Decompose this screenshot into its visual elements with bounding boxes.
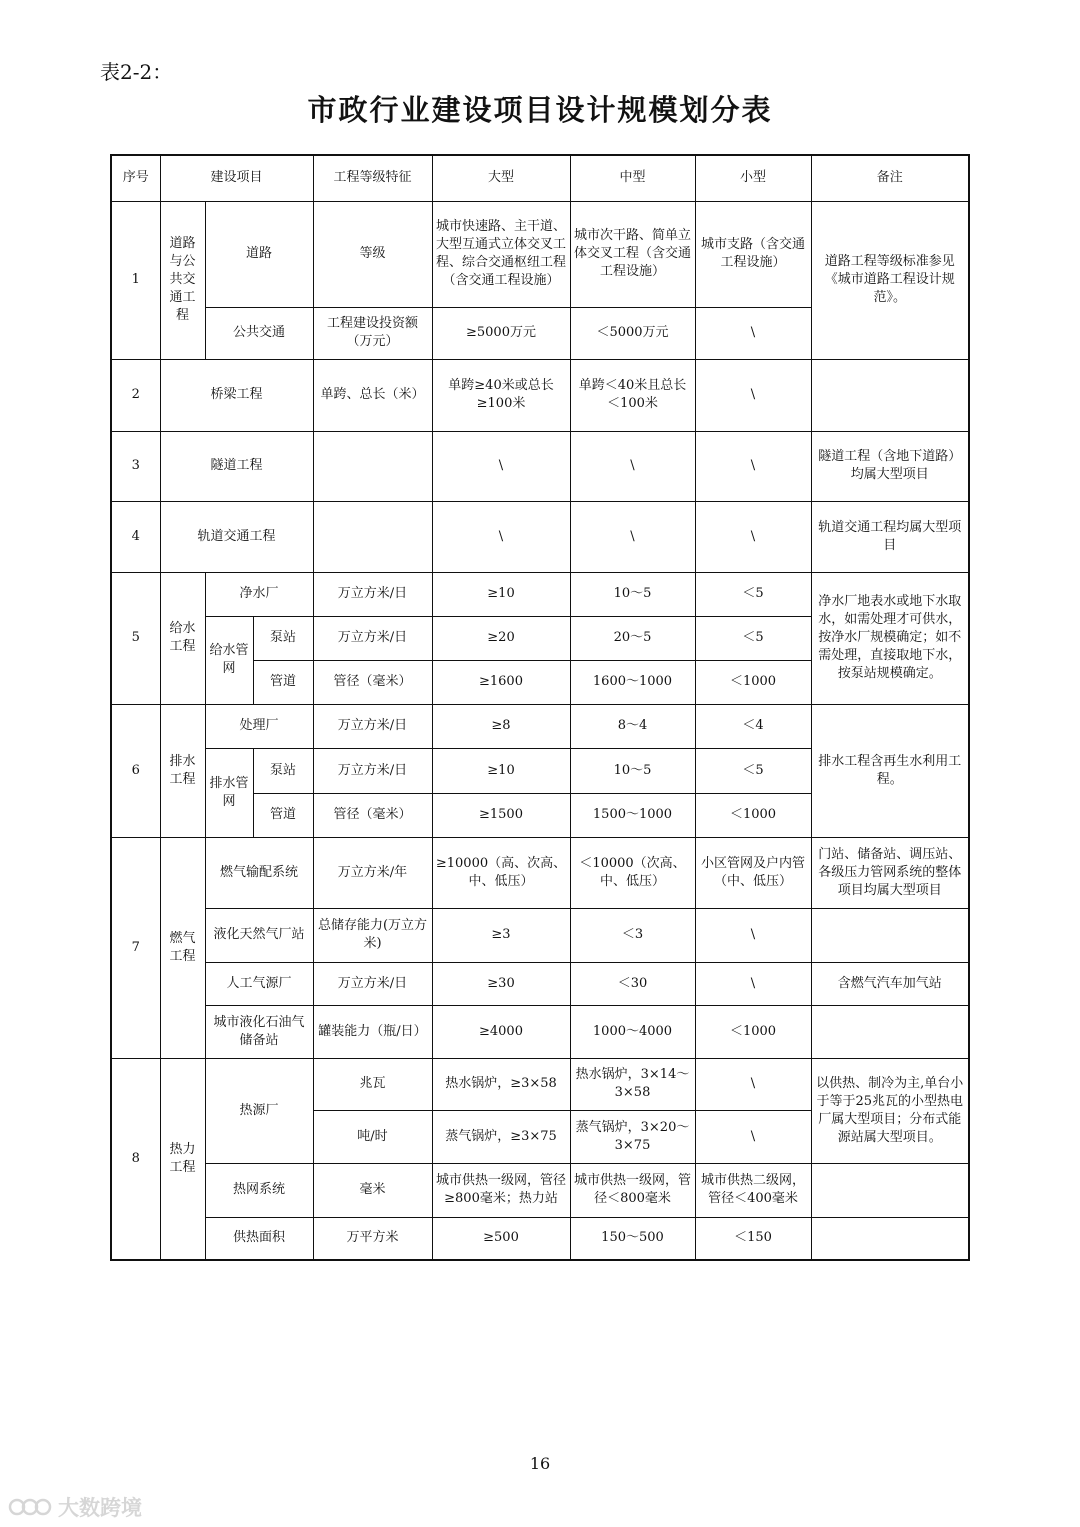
large-cell: 城市供热一级网，管径≥800毫米；热力站 (432, 1163, 570, 1217)
medium-cell: 城市次干路、简单立体交叉工程（含交通工程设施） (570, 201, 695, 307)
note-cell (811, 1163, 969, 1217)
large-cell: ≥10000（高、次高、中、低压） (432, 837, 570, 908)
small-cell: ＜5 (695, 616, 811, 660)
large-cell: ≥10 (432, 572, 570, 616)
feature-cell: 万平方米 (313, 1217, 432, 1260)
feature-cell (313, 431, 432, 501)
table-row (111, 908, 969, 962)
small-cell: 城市支路（含交通工程设施） (695, 201, 811, 307)
seq-cell: 6 (111, 704, 160, 837)
medium-cell: ＜10000（次高、中、低压） (570, 837, 695, 908)
category-cell: 热力工程 (160, 1058, 205, 1260)
medium-cell: \ (570, 431, 695, 501)
header-note: 备注 (811, 155, 969, 201)
note-cell: 道路工程等级标准参见《城市道路工程设计规范》。 (811, 201, 969, 359)
category-cell: 排水工程 (160, 704, 205, 837)
medium-cell: 1600～1000 (570, 660, 695, 704)
medium-cell: 城市供热一级网，管径＜800毫米 (570, 1163, 695, 1217)
small-cell: ＜5 (695, 748, 811, 793)
small-cell: \ (695, 359, 811, 431)
project-name-cell: 公共交通 (205, 307, 313, 359)
project-name-cell: 液化天然气厂站 (205, 908, 313, 962)
feature-cell: 吨/时 (313, 1110, 432, 1163)
category-cell: 道路与公共交通工程 (160, 201, 205, 359)
note-cell: 以供热、制冷为主,单台小于等于25兆瓦的小型热电厂属大型项目；分布式能源站属大型项目。 (811, 1058, 969, 1163)
medium-cell: 10～5 (570, 572, 695, 616)
feature-cell: 罐装能力（瓶/日） (313, 1005, 432, 1058)
feature-cell: 万立方米/日 (313, 616, 432, 660)
project-name-cell: 人工气源厂 (205, 962, 313, 1005)
large-cell: ≥1500 (432, 793, 570, 837)
large-cell: ≥30 (432, 962, 570, 1005)
medium-cell: 150～500 (570, 1217, 695, 1260)
seq-cell: 2 (111, 359, 160, 431)
note-cell (811, 359, 969, 431)
table-row (111, 1005, 969, 1058)
small-cell: 城市供热二级网，管径＜400毫米 (695, 1163, 811, 1217)
header-feature: 工程等级特征 (313, 155, 432, 201)
page-number: 16 (529, 1454, 551, 1473)
small-cell: \ (695, 962, 811, 1005)
header-large: 大型 (432, 155, 570, 201)
medium-cell: 20～5 (570, 616, 695, 660)
small-cell: 小区管网及户内管（中、低压） (695, 837, 811, 908)
watermark (8, 1492, 142, 1522)
note-cell: 净水厂地表水或地下水取水，如需处理才可供水，按净水厂规模确定；如不需处理，直接取地下水，按泵站规模确定。 (811, 572, 969, 704)
project-name-cell: 泵站 (253, 616, 313, 660)
feature-cell: 毫米 (313, 1163, 432, 1217)
scale-classification-table (110, 154, 970, 1261)
medium-cell: 1500～1000 (570, 793, 695, 837)
small-cell: \ (695, 307, 811, 359)
table-row (111, 359, 969, 431)
project-name-cell: 热源厂 (205, 1058, 313, 1163)
document-title: 市政行业建设项目设计规模划分表 (307, 93, 773, 127)
large-cell: 单跨≥40米或总长≥100米 (432, 359, 570, 431)
table-row (111, 1058, 969, 1110)
small-cell: ＜4 (695, 704, 811, 748)
table-row (111, 572, 969, 616)
seq-cell: 4 (111, 501, 160, 572)
medium-cell: \ (570, 501, 695, 572)
medium-cell: 10～5 (570, 748, 695, 793)
table-row (111, 1217, 969, 1260)
small-cell: \ (695, 431, 811, 501)
small-cell: \ (695, 501, 811, 572)
seq-cell: 5 (111, 572, 160, 704)
feature-cell: 万立方米/日 (313, 962, 432, 1005)
feature-cell: 单跨、总长（米） (313, 359, 432, 431)
note-cell (811, 1005, 969, 1058)
feature-cell: 万立方米/日 (313, 748, 432, 793)
category-cell: 燃气工程 (160, 837, 205, 1058)
note-cell: 含燃气汽车加气站 (811, 962, 969, 1005)
medium-cell: ＜30 (570, 962, 695, 1005)
project-name-cell: 处理厂 (205, 704, 313, 748)
large-cell: ≥3 (432, 908, 570, 962)
header-small: 小型 (695, 155, 811, 201)
feature-cell: 管径（毫米） (313, 660, 432, 704)
project-name-cell: 隧道工程 (160, 431, 313, 501)
table-row (111, 704, 969, 748)
large-cell: ≥500 (432, 1217, 570, 1260)
project-name-cell: 供热面积 (205, 1217, 313, 1260)
project-name-cell: 轨道交通工程 (160, 501, 313, 572)
watermark-text: 大数跨境 (58, 1496, 142, 1520)
note-cell (811, 1217, 969, 1260)
large-cell: 城市快速路、主干道、大型互通式立体交叉工程、综合交通枢纽工程（含交通工程设施） (432, 201, 570, 307)
header-medium: 中型 (570, 155, 695, 201)
medium-cell: ＜3 (570, 908, 695, 962)
feature-cell: 万立方米/年 (313, 837, 432, 908)
table-row (111, 837, 969, 908)
project-name-cell: 桥梁工程 (160, 359, 313, 431)
small-cell: \ (695, 1110, 811, 1163)
feature-cell: 总储存能力(万立方米) (313, 908, 432, 962)
small-cell: \ (695, 1058, 811, 1110)
feature-cell (313, 501, 432, 572)
table-row (111, 1163, 969, 1217)
project-name-cell: 管道 (253, 793, 313, 837)
medium-cell: 1000～4000 (570, 1005, 695, 1058)
feature-cell: 兆瓦 (313, 1058, 432, 1110)
medium-cell: 8～4 (570, 704, 695, 748)
project-name-cell: 热网系统 (205, 1163, 313, 1217)
sub-network-cell: 排水管网 (205, 748, 253, 837)
feature-cell: 万立方米/日 (313, 572, 432, 616)
medium-cell: 蒸气锅炉，3×20～3×75 (570, 1110, 695, 1163)
large-cell: 热水锅炉，≥3×58 (432, 1058, 570, 1110)
small-cell: ＜1000 (695, 793, 811, 837)
feature-cell: 管径（毫米） (313, 793, 432, 837)
small-cell: ＜5 (695, 572, 811, 616)
note-cell: 隧道工程（含地下道路）均属大型项目 (811, 431, 969, 501)
medium-cell: 热水锅炉，3×14～3×58 (570, 1058, 695, 1110)
seq-cell: 1 (111, 201, 160, 359)
category-cell: 给水工程 (160, 572, 205, 704)
sub-network-cell: 给水管网 (205, 616, 253, 704)
seq-cell: 8 (111, 1058, 160, 1260)
table-row (111, 501, 969, 572)
header-project: 建设项目 (160, 155, 313, 201)
table-row (111, 431, 969, 501)
small-cell: \ (695, 908, 811, 962)
medium-cell: 单跨＜40米且总长＜100米 (570, 359, 695, 431)
note-cell: 排水工程含再生水利用工程。 (811, 704, 969, 837)
large-cell: ≥4000 (432, 1005, 570, 1058)
seq-cell: 3 (111, 431, 160, 501)
table-row (111, 962, 969, 1005)
small-cell: ＜1000 (695, 1005, 811, 1058)
feature-cell: 工程建设投资额（万元） (313, 307, 432, 359)
project-name-cell: 城市液化石油气储备站 (205, 1005, 313, 1058)
table-header-row (111, 155, 969, 201)
note-cell: 门站、储备站、调压站、各级压力管网系统的整体项目均属大型项目 (811, 837, 969, 908)
project-name-cell: 净水厂 (205, 572, 313, 616)
project-name-cell: 泵站 (253, 748, 313, 793)
project-name-cell: 管道 (253, 660, 313, 704)
note-cell (811, 908, 969, 962)
large-cell: ≥8 (432, 704, 570, 748)
watermark-logo-icon (8, 1496, 52, 1518)
project-name-cell: 燃气输配系统 (205, 837, 313, 908)
header-seq: 序号 (111, 155, 160, 201)
seq-cell: 7 (111, 837, 160, 1058)
feature-cell: 万立方米/日 (313, 704, 432, 748)
table-label: 表2-2： (100, 60, 173, 84)
small-cell: ＜1000 (695, 660, 811, 704)
project-name-cell: 道路 (205, 201, 313, 307)
large-cell: ≥10 (432, 748, 570, 793)
note-cell: 轨道交通工程均属大型项目 (811, 501, 969, 572)
table-row (111, 201, 969, 307)
large-cell: ≥20 (432, 616, 570, 660)
large-cell: \ (432, 501, 570, 572)
large-cell: \ (432, 431, 570, 501)
large-cell: ≥1600 (432, 660, 570, 704)
large-cell: ≥5000万元 (432, 307, 570, 359)
small-cell: ＜150 (695, 1217, 811, 1260)
feature-cell: 等级 (313, 201, 432, 307)
large-cell: 蒸气锅炉，≥3×75 (432, 1110, 570, 1163)
medium-cell: ＜5000万元 (570, 307, 695, 359)
